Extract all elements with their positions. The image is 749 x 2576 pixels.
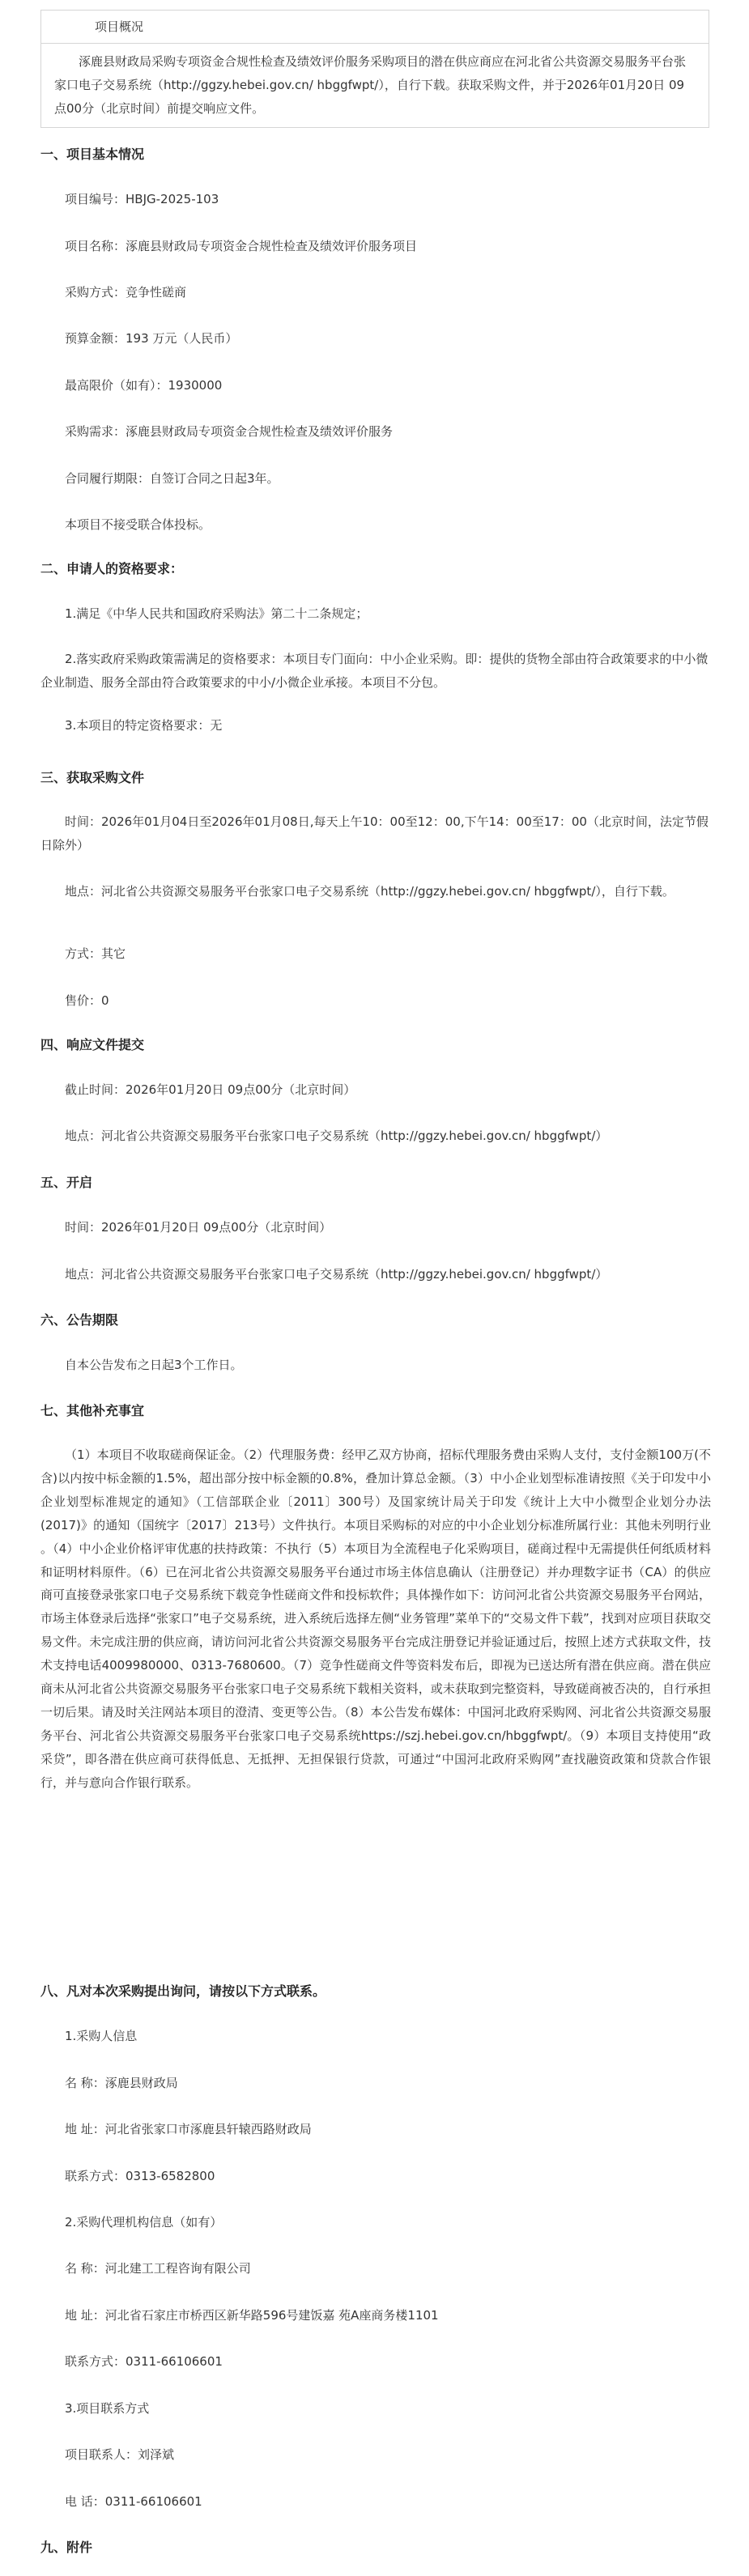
acquire-place: 地点：河北省公共资源交易服务平台张家口电子交易系统（http://ggzy.hebei.gov.cn/ hbggfwpt/），自行下载。 (65, 884, 675, 899)
section-7-title: 七、其他补充事宜 (40, 1403, 145, 1418)
section-5-title: 五、开启 (40, 1175, 93, 1190)
acquire-time: 时间：2026年01月04日至2026年01月08日,每天上午10：00至12：00,下午14：00至17：00（北京时间，法定节假日除外） (40, 814, 709, 852)
purchaser-address: 地 址：河北省张家口市涿鹿县轩辕西路财政局 (65, 2122, 312, 2136)
contract-period: 合同履行期限：自签订合同之日起3年。 (65, 471, 279, 486)
section-6-title: 六、公告期限 (40, 1312, 119, 1328)
procurement-method: 采购方式：竞争性磋商 (65, 285, 187, 300)
notice-period: 自本公告发布之日起3个工作日。 (65, 1358, 243, 1372)
qualification-item-2: 2.落实政府采购政策需满足的资格要求：本项目专门面向：中小企业采购。即：提供的货物全部由符合政策要求的中小微企业制造、服务全部由符合政策要求的中小/小微企业承接。本项目不分包。 (40, 652, 709, 690)
qualification-item-1: 1.满足《中华人民共和国政府采购法》第二十二条规定； (65, 606, 368, 621)
project-overview-box (40, 10, 709, 128)
agency-phone: 联系方式：0311-66106601 (65, 2354, 223, 2369)
qualification-item-3: 3.本项目的特定资格要求：无 (65, 718, 223, 733)
agency-address: 地 址：河北省石家庄市桥西区新华路596号建饭嘉 苑A座商务楼1101 (65, 2308, 439, 2323)
project-contact-phone: 电 话：0311-66106601 (65, 2494, 202, 2509)
opening-place: 地点：河北省公共资源交易服务平台张家口电子交易系统（http://ggzy.hebei.gov.cn/ hbggfwpt/） (65, 1267, 608, 1282)
acquire-price: 售价：0 (65, 993, 109, 1008)
overview-title: 项目概况 (41, 11, 709, 44)
submission-deadline: 截止时间：2026年01月20日 09点00分（北京时间） (65, 1082, 356, 1097)
section-3-title: 三、获取采购文件 (40, 770, 145, 785)
section-2-title: 二、申请人的资格要求： (40, 561, 184, 576)
submission-place: 地点：河北省公共资源交易服务平台张家口电子交易系统（http://ggzy.hebei.gov.cn/ hbggfwpt/） (65, 1129, 608, 1143)
supplementary-text: （1）本项目不收取磋商保证金。（2）代理服务费：经甲乙双方协商，招标代理服务费由采购人支付，支付金额100万(不含)以内按中标金额的1.5%，超出部分按中标金额的0.8%，叠加计算总金额。（3）中小企业划型标准请按照《关于印发中小企业划型标准规定的通知》（工信部联企业〔2011〕300号）及国家统计局关于印发《统计上大中小微型企业划分办法(2017)》的通知（国统字〔2017〕213号）文件执行。本项目采购标的对应的中小企业划分标准所属行业：其他未列明行业 。（4）中小企业价格评审优惠的扶持政策：不执行（5）本项目为全流程电子化采购项目，磋商过程中无需提供任何纸质材料和证明材料原件。（6）已在河北省公共资源交易服务平台通过市场主体信息确认（注册登记）并办理数字证书（CA）的供应商可直接登录张家口电子交易系统下载竞争性磋商文件和投标软件；具体操作如下：访问河北省公共资源交易服务平台网站，市场主体登录后选择“张家口”电子交易系统，进入系统后选择左侧“业务管理”菜单下的“交易文件下载”，找到对应项目获取交易文件。未完成注册的供应商，请访问河北省公共资源交易服务平台完成注册登记并验证通过后，按照上述方式获取文件，技术支持电话4009980000、0313-7680600。（7）竞争性磋商文件等资料发布后，即视为已送达所有潜在供应商。潜在供应商未从河北省公共资源交易服务平台张家口电子交易系统下载相关资料，或未获取到完整资料，导致磋商被否决的，自行承担一切后果。请及时关注网站本项目的澄清、变更等公告。（8）本公告发布媒体：中国河北政府采购网、河北省公共资源交易服务平台、河北省公共资源交易服务平台张家口电子交易系统https://szj.hebei.gov.cn/hbggfwpt/。（9）本项目支持使用“政采贷”，即各潜在供应商可获得低息、无抵押、无担保银行贷款，可通过“中国河北政府采购网”查找融资政策和贷款合作银行，并与意向合作银行联系。 (40, 1447, 711, 1790)
opening-time: 时间：2026年01月20日 09点00分（北京时间） (65, 1220, 332, 1235)
max-price: 最高限价（如有）：1930000 (65, 378, 223, 393)
project-name: 项目名称：涿鹿县财政局专项资金合规性检查及绩效评价服务项目 (65, 239, 418, 253)
purchaser-info-heading: 1.采购人信息 (65, 2029, 138, 2043)
purchaser-name: 名 称：涿鹿县财政局 (65, 2076, 178, 2090)
section-9-title: 九、附件 (40, 2540, 93, 2555)
agency-name: 名 称：河北建工工程咨询有限公司 (65, 2261, 251, 2276)
project-contact-heading: 3.项目联系方式 (65, 2401, 150, 2416)
project-contact-person: 项目联系人：刘泽斌 (65, 2447, 175, 2462)
overview-body: 涿鹿县财政局采购专项资金合规性检查及绩效评价服务采购项目的潜在供应商应在河北省公共资源交易服务平台张家口电子交易系统（http://ggzy.hebei.gov.cn/ hbggfwpt/），自行下载。获取采购文件，并于2026年01月20日 09点00分（北京时间）前提交响应文件。 (54, 54, 687, 116)
acquire-way: 方式：其它 (65, 946, 126, 961)
procurement-demand: 采购需求：涿鹿县财政局专项资金合规性检查及绩效评价服务 (65, 424, 394, 439)
section-1-title: 一、项目基本情况 (40, 147, 145, 162)
section-8-title: 八、凡对本次采购提出询问，请按以下方式联系。 (40, 1983, 326, 1999)
project-number: 项目编号：HBJG-2025-103 (65, 192, 219, 206)
purchaser-phone: 联系方式：0313-6582800 (65, 2169, 215, 2183)
agency-info-heading: 2.采购代理机构信息（如有） (65, 2215, 223, 2230)
consortium-note: 本项目不接受联合体投标。 (65, 517, 211, 532)
budget-amount: 预算金额：193 万元（人民币） (65, 331, 238, 346)
section-4-title: 四、响应文件提交 (40, 1037, 145, 1052)
